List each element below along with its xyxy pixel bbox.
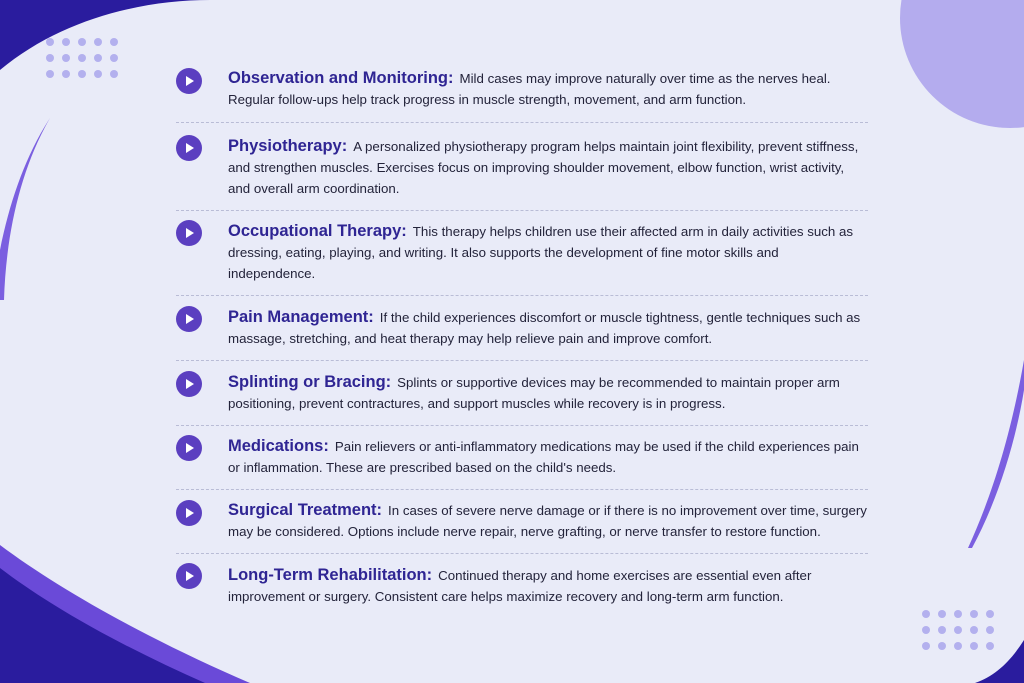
list-item-description: In cases of severe nerve damage or if there is no improvement over time, surgery may be considered. Options include nerve repair, nerve grafting, or nerve transfer to restore function. xyxy=(228,503,867,539)
list-item-title: Physiotherapy: xyxy=(228,137,348,155)
list-item-text xyxy=(228,136,868,199)
play-icon xyxy=(176,306,202,332)
play-icon xyxy=(176,563,202,589)
list-item-title: Medications: xyxy=(228,437,329,455)
list-item xyxy=(176,123,868,211)
list-item xyxy=(176,296,868,361)
list-item xyxy=(176,58,868,123)
list-item xyxy=(176,426,868,490)
list-item-title: Long-Term Rehabilitation: xyxy=(228,566,433,584)
decorative-dots-bottom-right xyxy=(922,610,994,650)
list-item-text xyxy=(228,307,868,349)
list-item-text xyxy=(228,565,868,607)
play-icon xyxy=(176,371,202,397)
decorative-dots-top-left xyxy=(46,38,118,78)
play-icon xyxy=(176,220,202,246)
list-item-description: This therapy helps children use their affected arm in daily activities such as dressing, eating, playing, and writing. It also supports the development of fine motor skills and independence. xyxy=(228,224,854,281)
play-icon xyxy=(176,68,202,94)
list-item-title: Pain Management: xyxy=(228,308,374,326)
list-item xyxy=(176,554,868,607)
list-item xyxy=(176,490,868,554)
list-item-description: Splints or supportive devices may be recommended to maintain proper arm positioning, prevent contractures, and support muscles while recovery is in progress. xyxy=(228,375,840,411)
list-item-title: Occupational Therapy: xyxy=(228,222,407,240)
list-item-text xyxy=(228,436,868,478)
list-item-description: If the child experiences discomfort or muscle tightness, gentle techniques such as massage, stretching, and heat therapy may help relieve pain and improve comfort. xyxy=(228,310,861,346)
play-icon xyxy=(176,435,202,461)
list-item-text xyxy=(228,500,868,542)
list-item-text xyxy=(228,372,868,414)
list-item xyxy=(176,211,868,296)
list-item-text xyxy=(228,221,868,284)
play-icon xyxy=(176,135,202,161)
list-item xyxy=(176,361,868,426)
list-item-description: Mild cases may improve naturally over time as the nerves heal. Regular follow-ups help track progress in muscle strength, movement, and arm function. xyxy=(228,71,831,107)
play-icon xyxy=(176,500,202,526)
list-item-text xyxy=(228,68,868,110)
list-item-description: A personalized physiotherapy program helps maintain joint flexibility, prevent stiffness, and strengthen muscles. Exercises focus on improving shoulder movement, elbow function, wrist activity, and overall arm coordination. xyxy=(228,139,859,196)
list-item-title: Splinting or Bracing: xyxy=(228,373,392,391)
list-item-description: Continued therapy and home exercises are essential even after improvement or surgery. Consistent care helps maximize recovery and long-term arm function. xyxy=(228,568,812,604)
list-item-description: Pain relievers or anti-inflammatory medications may be used if the child experiences pain or inflammation. These are prescribed based on the child's needs. xyxy=(228,439,859,475)
list-item-title: Observation and Monitoring: xyxy=(228,69,454,87)
list-item-title: Surgical Treatment: xyxy=(228,501,383,519)
treatment-list xyxy=(176,58,868,607)
